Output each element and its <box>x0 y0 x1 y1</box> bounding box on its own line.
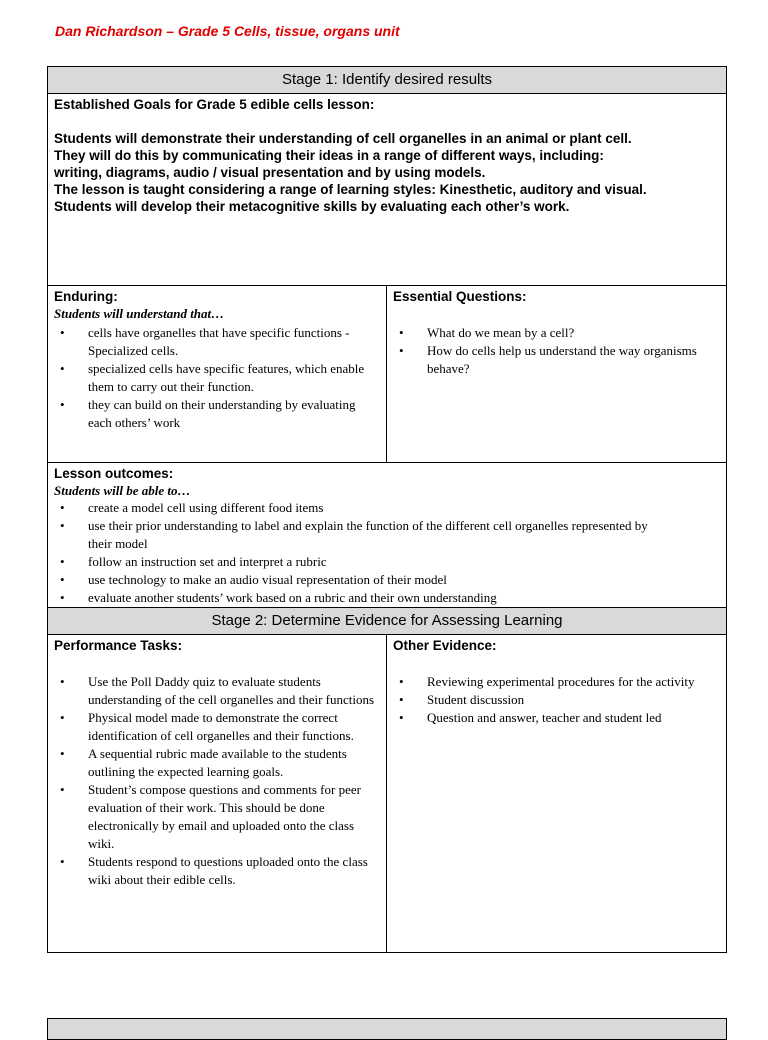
goals-body <box>54 130 720 215</box>
goals-title: Established Goals for Grade 5 edible cells lesson: <box>54 97 375 112</box>
list-item: • What do we mean by a cell? <box>393 324 720 342</box>
goals-line: writing, diagrams, audio / visual presentation and by using models. <box>54 165 486 180</box>
goals-line: Students will develop their metacognitive skills by evaluating each other’s work. <box>54 199 570 214</box>
performance-tasks-list <box>54 673 380 889</box>
essential-questions-cell <box>387 286 727 463</box>
list-item: • use technology to make an audio visual representation of their model <box>54 571 660 589</box>
essential-questions-title: Essential Questions: <box>393 289 527 304</box>
list-item: • evaluate another students’ work based on a rubric and their own understanding <box>54 589 660 607</box>
list-item: • cells have organelles that have specific functions - Specialized cells. <box>54 324 380 360</box>
lesson-outcomes-subtitle: Students will be able to… <box>54 483 191 498</box>
list-item: • follow an instruction set and interpret a rubric <box>54 553 660 571</box>
list-item: • they can build on their understanding by evaluating each others’ work <box>54 396 380 432</box>
list-item: • Question and answer, teacher and student led <box>393 709 720 727</box>
list-item: • How do cells help us understand the way organisms behave? <box>393 342 720 378</box>
other-evidence-cell <box>387 635 727 953</box>
performance-tasks-title: Performance Tasks: <box>54 638 183 653</box>
list-item: • specialized cells have specific features, which enable them to carry out their function. <box>54 360 380 396</box>
stage2-heading: Stage 2: Determine Evidence for Assessing Learning <box>48 608 727 635</box>
ubd-planning-table <box>47 66 727 953</box>
list-item: • create a model cell using different food items <box>54 499 660 517</box>
enduring-cell <box>48 286 387 463</box>
lesson-outcomes-list <box>54 499 720 607</box>
next-page-table-edge <box>47 1018 727 1040</box>
goals-line: The lesson is taught considering a range of learning styles: Kinesthetic, auditory and visual. <box>54 182 647 197</box>
list-item: • use their prior understanding to label and explain the function of the different cell organelles represented by their model <box>54 517 660 553</box>
enduring-subtitle: Students will understand that… <box>54 306 225 321</box>
list-item: • Physical model made to demonstrate the correct identification of cell organelles and their functions. <box>54 709 380 745</box>
document-header: Dan Richardson – Grade 5 Cells, tissue, organs unit <box>55 23 400 39</box>
enduring-list <box>54 324 380 432</box>
other-evidence-list <box>393 673 720 727</box>
established-goals-cell <box>48 94 727 286</box>
performance-tasks-cell <box>48 635 387 953</box>
list-item: • A sequential rubric made available to the students outlining the expected learning goals. <box>54 745 380 781</box>
goals-line: They will do this by communicating their ideas in a range of different ways, including: <box>54 148 604 163</box>
list-item: • Reviewing experimental procedures for the activity <box>393 673 720 691</box>
stage1-heading: Stage 1: Identify desired results <box>48 67 727 94</box>
list-item: • Student discussion <box>393 691 720 709</box>
lesson-outcomes-title: Lesson outcomes: <box>54 466 174 481</box>
essential-questions-list <box>393 324 720 378</box>
list-item: • Student’s compose questions and comments for peer evaluation of their work. This should be done electronically by email and uploaded onto the class wiki. <box>54 781 380 853</box>
goals-line: Students will demonstrate their understanding of cell organelles in an animal or plant cell. <box>54 131 632 146</box>
lesson-outcomes-cell <box>48 463 727 608</box>
list-item: • Students respond to questions uploaded onto the class wiki about their edible cells. <box>54 853 380 889</box>
other-evidence-title: Other Evidence: <box>393 638 497 653</box>
list-item: • Use the Poll Daddy quiz to evaluate students understanding of the cell organelles and their functions <box>54 673 380 709</box>
enduring-title: Enduring: <box>54 289 118 304</box>
